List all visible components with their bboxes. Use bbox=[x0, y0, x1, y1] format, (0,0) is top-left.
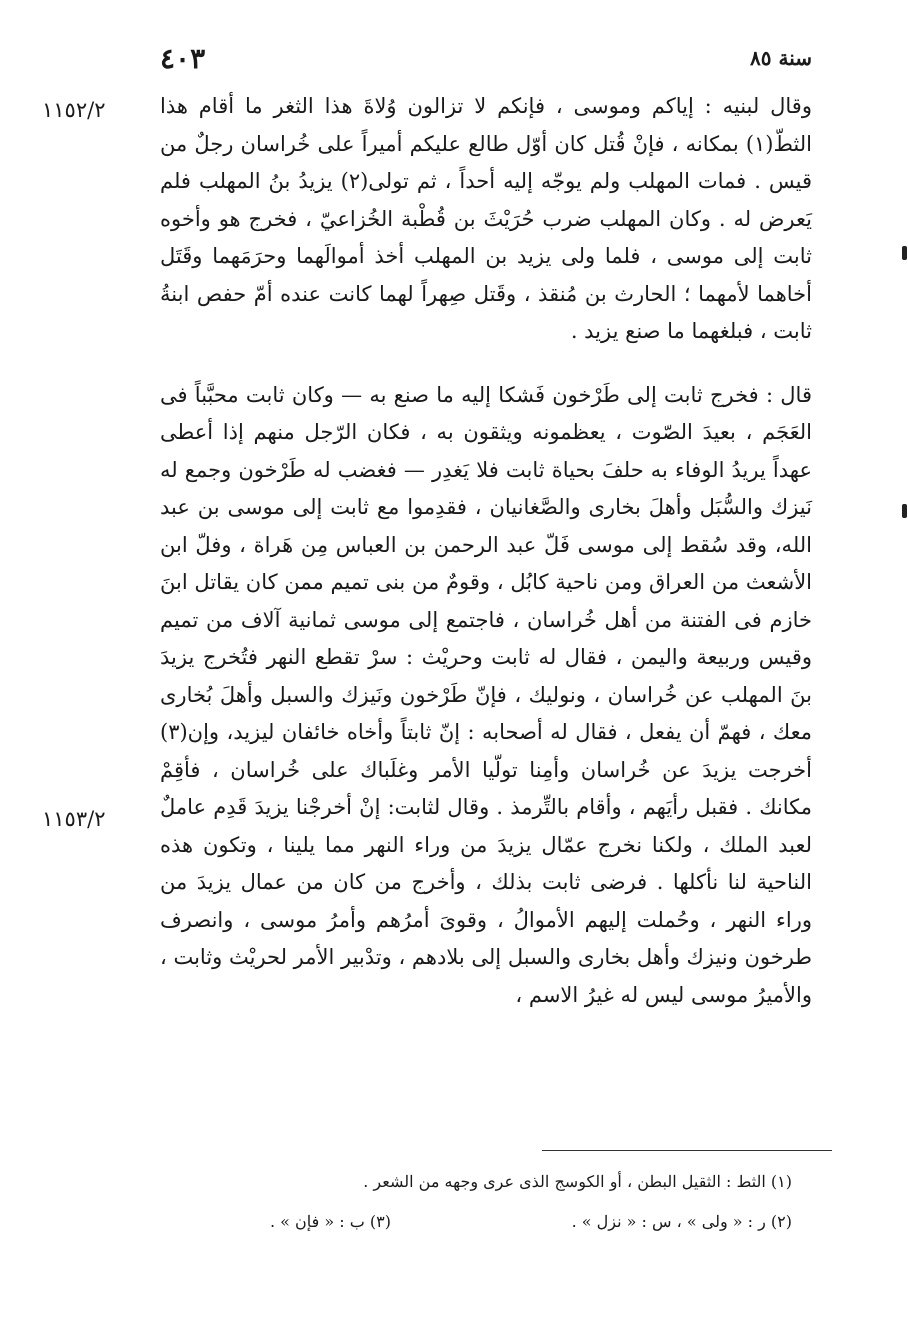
scan-mark bbox=[902, 246, 907, 260]
footnote-1: (١) الثط : الثقيل البطن ، أو الكوسج الذى عرى وجهه من الشعر . bbox=[363, 1172, 792, 1191]
header-year: سنة ٨٥ bbox=[750, 46, 812, 70]
main-text bbox=[160, 88, 812, 1014]
running-header bbox=[160, 40, 812, 80]
footnote-3: (٣) ب : « فإن » . bbox=[270, 1212, 391, 1231]
paragraph-2: قال : فخرج ثابت إلى طَرْخون فَشكا إليه ما صنع به — وكان ثابت محبَّباً فى العَجَم ، بعيدَ الصّوت ، يعظمونه ويثقون به ، فكان الرّجل منهم إذا أعطى عهداً يريدُ الوفاء به حلفَ بحياة ثابت فلا يَغدِر — فغضب له طَرْخون وجمع له نَيزك والسُّبَل وأهلَ بخارى والصَّغانيان ، فقدِموا مع ثابت إلى موسى بن عبد الله، وقد سُقط إلى موسى فَلّ عبد الرحمن بن العباس مِن هَراة ، وفلّ ابن الأشعث من العراق ومن ناحية كابُل ، وقومٌ من بنى تميم ممن كان يقاتل ابنَ خازم فى الفتنة من أهل خُراسان ، فاجتمع إلى موسى ثمانية آلاف من تميم وقيس وربيعة واليمن ، فقال له ثابت وحريْث : سرْ تقطع النهر فتُخرج يزيدَ بنَ المهلب عن خُراسان ، ونوليك ، فإنّ طَرْخون ونَيزك والسبل وأهلَ بُخارى معك ، فهمّ أن يفعل ، فقال له أصحابه : إنّ ثابتاً وأخاه خائفان ليزيد، وإن(٣) أخرجت يزيدَ عن خُراسان وأمِنا تولّيا الأمر وغلَباك على خُراسان ، فأقِمْ مكانك . فقبل رأيَهم ، وأقام بالتِّرمذ . وقال لثابت: إنْ أخرجْنا يزيدَ قَدِم عاملٌ لعبد الملك ، ولكنا نخرج عمّال يزيدَ من وراء النهر مما يلينا ، وتكون هذه الناحية لنا نأكلها . فرضى ثابت بذلك ، وأخرج من كان من عمال يزيدَ من وراء النهر ، وحُملت إليهم الأموالُ ، وقوىَ أمرُهم وأمرُ موسى ، وانصرف طرخون ونيزك وأهل بخارى والسبل إلى بلادهم ، وتدْبير الأمر لحريْث وثابت ، والأميرُ موسى ليس له غيرُ الاسم ، bbox=[160, 382, 812, 1007]
scan-mark bbox=[902, 504, 907, 518]
footnotes bbox=[160, 1162, 812, 1242]
footnote-2: (٢) ر : « ولى » ، س : « نزل » . bbox=[571, 1212, 792, 1231]
page-number: ٤٠٣ bbox=[160, 42, 206, 75]
margin-reference-2: ١١٥٣/٢ bbox=[42, 807, 106, 831]
footnote-row-1 bbox=[160, 1162, 812, 1202]
paragraph-1: وقال لبنيه : إياكم وموسى ، فإنكم لا تزالون وُلاةَ هذا الثغر ما أقام هذا الثطّ(١) بمكانه ، فإنْ قُتل كان أوّل طالع عليكم أميراً على خُراسان رجلٌ من قيس . فمات المهلب ولم يوجّه إليه أحداً ، ثم تولى(٢) يزيدُ بنُ المهلب فلم يَعرض له . وكان المهلب ضرب حُرَيْثَ بن قُطْبة الخُزاعيّ ، فخرج هو وأخوه ثابت إلى موسى ، فلما ولى يزيد بن المهلب أخذ أموالَهما وحرَمَهما وقَتَل أخاهما لأمهما ؛ الحارث بن مُنقذ ، وقَتل صِهراً لهما كانت عنده أمّ حفص ابنةُ ثابت ، فبلغهما ما صنع يزيد . bbox=[160, 94, 812, 343]
margin-reference-1: ١١٥٢/٢ bbox=[42, 98, 106, 122]
paragraph-gap bbox=[160, 351, 812, 377]
footnote-divider bbox=[542, 1150, 832, 1151]
footnote-row-2 bbox=[160, 1202, 812, 1242]
